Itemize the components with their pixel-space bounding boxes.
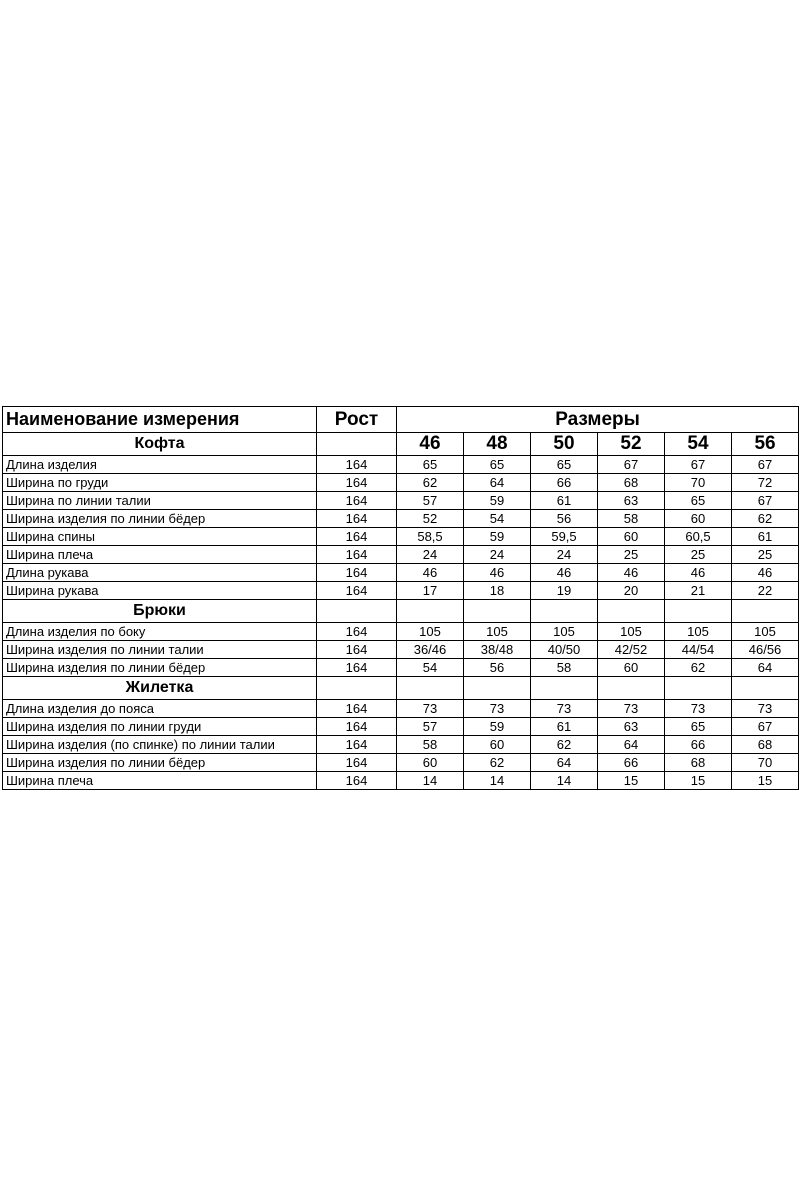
size-value: 62 bbox=[665, 659, 732, 677]
section-row bbox=[3, 677, 799, 700]
size-value: 15 bbox=[598, 772, 665, 790]
size-value: 70 bbox=[665, 474, 732, 492]
section-size-blank bbox=[665, 600, 732, 623]
size-value: 46/56 bbox=[732, 641, 799, 659]
size-value: 46 bbox=[531, 564, 598, 582]
measurement-name: Ширина по груди bbox=[3, 474, 317, 492]
table-row bbox=[3, 582, 799, 600]
table-body bbox=[3, 407, 799, 790]
section-size-blank bbox=[732, 600, 799, 623]
size-value: 60 bbox=[598, 659, 665, 677]
size-value: 64 bbox=[598, 736, 665, 754]
size-value: 62 bbox=[732, 510, 799, 528]
size-value: 17 bbox=[397, 582, 464, 600]
size-value: 68 bbox=[732, 736, 799, 754]
section-row bbox=[3, 600, 799, 623]
table-row bbox=[3, 492, 799, 510]
size-value: 70 bbox=[732, 754, 799, 772]
size-table bbox=[2, 406, 799, 790]
size-value: 58 bbox=[531, 659, 598, 677]
size-value: 59,5 bbox=[531, 528, 598, 546]
size-value: 72 bbox=[732, 474, 799, 492]
size-value: 46 bbox=[665, 564, 732, 582]
size-value: 25 bbox=[732, 546, 799, 564]
table-row bbox=[3, 510, 799, 528]
height-value: 164 bbox=[317, 718, 397, 736]
size-value: 61 bbox=[732, 528, 799, 546]
section-size-blank bbox=[598, 677, 665, 700]
size-value: 73 bbox=[397, 700, 464, 718]
section-row bbox=[3, 433, 799, 456]
header-name: Наименование измерения bbox=[3, 407, 317, 433]
size-header: 56 bbox=[732, 433, 799, 456]
section-size-blank bbox=[397, 600, 464, 623]
size-header: 54 bbox=[665, 433, 732, 456]
measurement-name: Ширина спины bbox=[3, 528, 317, 546]
size-value: 60 bbox=[464, 736, 531, 754]
size-value: 14 bbox=[464, 772, 531, 790]
measurement-name: Ширина плеча bbox=[3, 546, 317, 564]
table-row bbox=[3, 564, 799, 582]
height-value: 164 bbox=[317, 546, 397, 564]
size-value: 68 bbox=[598, 474, 665, 492]
size-value: 46 bbox=[598, 564, 665, 582]
height-value: 164 bbox=[317, 582, 397, 600]
size-value: 54 bbox=[397, 659, 464, 677]
measurement-name: Ширина плеча bbox=[3, 772, 317, 790]
table-row bbox=[3, 700, 799, 718]
height-value: 164 bbox=[317, 754, 397, 772]
size-value: 60 bbox=[397, 754, 464, 772]
section-title: Кофта bbox=[3, 433, 317, 456]
size-value: 73 bbox=[598, 700, 665, 718]
measurement-name: Длина изделия по боку bbox=[3, 623, 317, 641]
size-value: 105 bbox=[732, 623, 799, 641]
section-size-blank bbox=[665, 677, 732, 700]
section-title: Брюки bbox=[3, 600, 317, 623]
section-size-blank bbox=[598, 600, 665, 623]
size-value: 24 bbox=[397, 546, 464, 564]
size-value: 36/46 bbox=[397, 641, 464, 659]
header-sizes: Размеры bbox=[397, 407, 799, 433]
measurement-name: Ширина изделия по линии груди bbox=[3, 718, 317, 736]
size-value: 65 bbox=[397, 456, 464, 474]
size-value: 15 bbox=[665, 772, 732, 790]
size-value: 67 bbox=[732, 492, 799, 510]
table-row bbox=[3, 456, 799, 474]
table-row bbox=[3, 659, 799, 677]
header-height: Рост bbox=[317, 407, 397, 433]
section-title: Жилетка bbox=[3, 677, 317, 700]
size-value: 67 bbox=[732, 718, 799, 736]
table-row bbox=[3, 736, 799, 754]
size-value: 21 bbox=[665, 582, 732, 600]
size-value: 60 bbox=[598, 528, 665, 546]
size-value: 73 bbox=[732, 700, 799, 718]
size-value: 25 bbox=[665, 546, 732, 564]
size-value: 58 bbox=[598, 510, 665, 528]
size-value: 56 bbox=[531, 510, 598, 528]
size-value: 38/48 bbox=[464, 641, 531, 659]
height-value: 164 bbox=[317, 736, 397, 754]
section-size-blank bbox=[464, 677, 531, 700]
size-value: 24 bbox=[464, 546, 531, 564]
size-value: 64 bbox=[531, 754, 598, 772]
height-value: 164 bbox=[317, 474, 397, 492]
height-value: 164 bbox=[317, 510, 397, 528]
measurement-name: Ширина по линии талии bbox=[3, 492, 317, 510]
table-row bbox=[3, 474, 799, 492]
section-size-blank bbox=[531, 677, 598, 700]
size-value: 46 bbox=[397, 564, 464, 582]
size-value: 73 bbox=[665, 700, 732, 718]
size-value: 44/54 bbox=[665, 641, 732, 659]
size-value: 22 bbox=[732, 582, 799, 600]
measurement-name: Ширина изделия (по спинке) по линии талии bbox=[3, 736, 317, 754]
size-header: 46 bbox=[397, 433, 464, 456]
size-value: 67 bbox=[598, 456, 665, 474]
height-value: 164 bbox=[317, 456, 397, 474]
size-value: 59 bbox=[464, 718, 531, 736]
measurement-name: Ширина изделия по линии бёдер bbox=[3, 754, 317, 772]
size-header: 48 bbox=[464, 433, 531, 456]
header-row bbox=[3, 407, 799, 433]
size-value: 25 bbox=[598, 546, 665, 564]
measurement-name: Ширина изделия по линии талии bbox=[3, 641, 317, 659]
table-row bbox=[3, 754, 799, 772]
section-size-blank bbox=[732, 677, 799, 700]
table-row bbox=[3, 623, 799, 641]
size-value: 20 bbox=[598, 582, 665, 600]
section-size-blank bbox=[531, 600, 598, 623]
size-value: 66 bbox=[531, 474, 598, 492]
size-value: 14 bbox=[397, 772, 464, 790]
size-value: 66 bbox=[665, 736, 732, 754]
size-value: 65 bbox=[531, 456, 598, 474]
measurement-name: Ширина изделия по линии бёдер bbox=[3, 510, 317, 528]
size-value: 105 bbox=[665, 623, 732, 641]
size-value: 58 bbox=[397, 736, 464, 754]
size-value: 60,5 bbox=[665, 528, 732, 546]
size-value: 15 bbox=[732, 772, 799, 790]
size-value: 105 bbox=[531, 623, 598, 641]
size-value: 18 bbox=[464, 582, 531, 600]
measurement-name: Длина изделия bbox=[3, 456, 317, 474]
size-value: 62 bbox=[531, 736, 598, 754]
size-value: 54 bbox=[464, 510, 531, 528]
section-height-blank bbox=[317, 677, 397, 700]
size-value: 59 bbox=[464, 492, 531, 510]
size-value: 105 bbox=[598, 623, 665, 641]
measurement-name: Длина рукава bbox=[3, 564, 317, 582]
size-value: 61 bbox=[531, 718, 598, 736]
size-value: 58,5 bbox=[397, 528, 464, 546]
size-value: 105 bbox=[464, 623, 531, 641]
size-value: 56 bbox=[464, 659, 531, 677]
height-value: 164 bbox=[317, 641, 397, 659]
size-value: 73 bbox=[464, 700, 531, 718]
measurement-name: Длина изделия до пояса bbox=[3, 700, 317, 718]
size-value: 73 bbox=[531, 700, 598, 718]
size-value: 46 bbox=[464, 564, 531, 582]
size-value: 14 bbox=[531, 772, 598, 790]
size-header: 50 bbox=[531, 433, 598, 456]
height-value: 164 bbox=[317, 492, 397, 510]
size-value: 64 bbox=[732, 659, 799, 677]
size-value: 61 bbox=[531, 492, 598, 510]
measurement-name: Ширина изделия по линии бёдер bbox=[3, 659, 317, 677]
size-value: 67 bbox=[732, 456, 799, 474]
size-value: 46 bbox=[732, 564, 799, 582]
size-value: 68 bbox=[665, 754, 732, 772]
size-value: 59 bbox=[464, 528, 531, 546]
height-value: 164 bbox=[317, 564, 397, 582]
size-value: 62 bbox=[464, 754, 531, 772]
table-row bbox=[3, 641, 799, 659]
size-header: 52 bbox=[598, 433, 665, 456]
size-value: 67 bbox=[665, 456, 732, 474]
table-row bbox=[3, 718, 799, 736]
size-value: 65 bbox=[665, 492, 732, 510]
section-size-blank bbox=[464, 600, 531, 623]
height-value: 164 bbox=[317, 623, 397, 641]
size-value: 63 bbox=[598, 718, 665, 736]
size-value: 62 bbox=[397, 474, 464, 492]
size-value: 40/50 bbox=[531, 641, 598, 659]
size-value: 42/52 bbox=[598, 641, 665, 659]
size-value: 105 bbox=[397, 623, 464, 641]
height-value: 164 bbox=[317, 772, 397, 790]
height-value: 164 bbox=[317, 700, 397, 718]
size-value: 57 bbox=[397, 718, 464, 736]
size-value: 64 bbox=[464, 474, 531, 492]
size-value: 63 bbox=[598, 492, 665, 510]
size-value: 24 bbox=[531, 546, 598, 564]
table-row bbox=[3, 772, 799, 790]
section-height-blank bbox=[317, 600, 397, 623]
size-value: 52 bbox=[397, 510, 464, 528]
height-value: 164 bbox=[317, 659, 397, 677]
section-size-blank bbox=[397, 677, 464, 700]
size-value: 60 bbox=[665, 510, 732, 528]
size-value: 65 bbox=[464, 456, 531, 474]
size-value: 19 bbox=[531, 582, 598, 600]
table-row bbox=[3, 546, 799, 564]
table-row bbox=[3, 528, 799, 546]
measurement-name: Ширина рукава bbox=[3, 582, 317, 600]
height-value: 164 bbox=[317, 528, 397, 546]
size-value: 66 bbox=[598, 754, 665, 772]
size-value: 57 bbox=[397, 492, 464, 510]
section-height-blank bbox=[317, 433, 397, 456]
size-value: 65 bbox=[665, 718, 732, 736]
